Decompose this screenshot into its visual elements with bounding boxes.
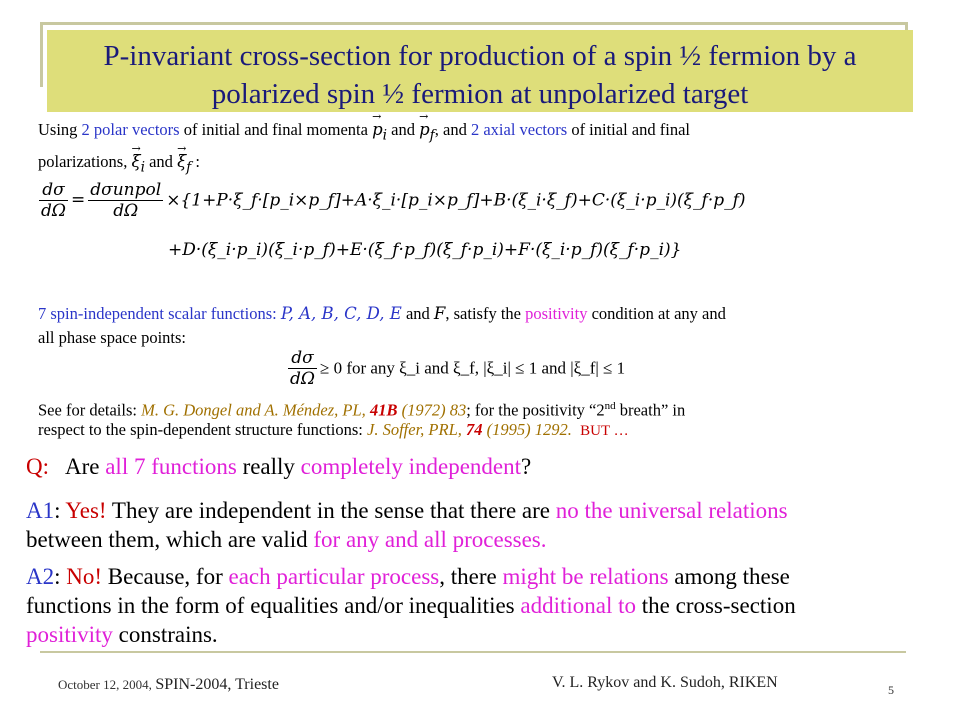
positivity-text: ≥ 0 for any ξ_i and ξ_f, |ξ_i| ≤ 1 and |ξ_f| ≤ 1 xyxy=(319,358,626,378)
frame-line-bottom xyxy=(40,651,906,653)
title-line-2: polarized spin ½ fermion at unpolarized target xyxy=(211,78,749,110)
scalar-functions-text: 7 spin-independent scalar functions: xyxy=(38,304,281,323)
question-line xyxy=(26,453,531,481)
references-text: breath” in xyxy=(615,400,686,420)
question-text: ? xyxy=(521,454,532,479)
answer-2-label: A2 xyxy=(26,564,55,589)
equals-sign: = xyxy=(70,190,86,210)
references-text: See for details: xyxy=(38,400,142,420)
answer-highlight: for any and all processes. xyxy=(313,527,547,552)
subscript: i xyxy=(382,127,388,144)
xi-symbol: ξ xyxy=(131,152,141,171)
xi-initial-symbol xyxy=(131,150,145,179)
fraction-denominator: dΩ xyxy=(290,369,315,389)
references-line-2 xyxy=(38,418,629,443)
function-F: F xyxy=(433,304,446,323)
fraction-numerator: dσ xyxy=(39,180,68,201)
question-highlight: completely independent xyxy=(300,454,522,479)
positivity-condition xyxy=(285,348,625,389)
cross-section-formula-line-1 xyxy=(36,180,746,221)
subscript: f xyxy=(186,159,192,176)
answer-text: : xyxy=(54,498,66,523)
answer-text: constrains. xyxy=(112,622,218,647)
intro-text: Using xyxy=(38,120,82,139)
intro-text: and xyxy=(387,120,420,139)
question-text: really xyxy=(236,454,301,479)
but-text: BUT … xyxy=(580,423,629,439)
footer-conference: SPIN-2004, Trieste xyxy=(155,676,279,693)
scalar-text: and xyxy=(401,304,434,323)
fraction-denominator: dΩ xyxy=(113,201,139,221)
answer-text: , there xyxy=(439,564,503,589)
p-initial-symbol xyxy=(372,118,387,147)
answer-highlight: might be relations xyxy=(502,564,669,589)
intro-text: of initial and final xyxy=(567,120,690,139)
answer-text: the cross-section xyxy=(636,593,796,618)
reference-dongel: M. G. Dongel and A. Méndez, PL, xyxy=(141,400,370,420)
answer-2-line-1 xyxy=(26,563,790,591)
answer-2-line-2 xyxy=(26,592,796,620)
answer-text: They are independent in the sense that there are xyxy=(106,498,556,523)
fraction-numerator: dσunpol xyxy=(90,180,162,200)
reference-year: (1995) 1292. xyxy=(482,420,572,439)
positivity-fraction xyxy=(288,348,317,389)
answer-1-label: A1 xyxy=(26,498,55,523)
scalar-text: condition at any and xyxy=(587,304,726,323)
scalar-functions-line-2 xyxy=(38,326,186,350)
answer-1-line-2 xyxy=(26,526,547,554)
subscript: f xyxy=(429,127,435,144)
question-label: Q: xyxy=(26,454,49,479)
subscript: i xyxy=(140,159,145,176)
reference-soffer: J. Soffer, PRL, xyxy=(367,420,466,439)
function-names: P, A, B, C, D, E xyxy=(280,304,402,323)
footer-date-conference xyxy=(58,676,279,694)
p-symbol: p xyxy=(419,120,430,139)
slide-title xyxy=(47,37,913,113)
question-text: Are xyxy=(49,454,106,479)
superscript: nd xyxy=(604,400,616,412)
intro-text: , and xyxy=(434,120,471,139)
scalar-text: , satisfy the xyxy=(445,304,526,323)
polar-vectors-text: 2 polar vectors xyxy=(81,120,180,139)
fraction-denominator: dΩ xyxy=(41,201,66,221)
xi-final-symbol xyxy=(177,150,191,179)
formula-terms-1: ×{1+P·ξ_f·[p_i×p_f]+A·ξ_i·[p_i×p_f]+B·(ξ_i·ξ_f)+C·(ξ_i·p_i)(ξ_f·p_f) xyxy=(166,190,746,211)
axial-vectors-text: 2 axial vectors xyxy=(470,120,568,139)
footer-authors: V. L. Rykov and K. Sudoh, RIKEN xyxy=(552,674,778,691)
xi-symbol: ξ xyxy=(177,152,187,171)
intro-text: : xyxy=(191,152,200,171)
formula-terms-2: +D·(ξ_i·p_i)(ξ_i·p_f)+E·(ξ_f·p_f)(ξ_f·p_i)+F·(ξ_i·p_f)(ξ_f·p_i)} xyxy=(168,240,682,260)
frame-line-left xyxy=(40,22,43,87)
question-highlight: all 7 functions xyxy=(105,454,237,479)
unpolarized-fraction xyxy=(88,180,163,221)
intro-line-2 xyxy=(38,150,200,179)
answer-2-line-3 xyxy=(26,621,218,649)
references-text: respect to the spin-dependent structure functions: xyxy=(38,420,367,439)
page-number: 5 xyxy=(888,683,894,697)
references-text: ; for the positivity “2 xyxy=(466,400,605,420)
reference-volume: 41B xyxy=(369,400,398,420)
p-symbol: p xyxy=(372,120,383,139)
lhs-fraction xyxy=(39,180,68,221)
answer-text: among these xyxy=(668,564,790,589)
reference-year: (1972) 83 xyxy=(397,400,467,420)
frame-line-top xyxy=(40,22,906,25)
answer-highlight: additional to xyxy=(520,593,637,618)
reference-volume: 74 xyxy=(466,420,483,439)
scalar-functions-line-1 xyxy=(38,302,726,326)
title-line-1: P-invariant cross-section for production of a spin ½ fermion by a xyxy=(103,40,857,72)
answer-1-line-1 xyxy=(26,497,788,525)
fraction-numerator: dσ xyxy=(288,348,317,369)
answer-highlight: positivity xyxy=(26,622,113,647)
intro-text: and xyxy=(144,152,178,171)
answer-text: between them, which are valid xyxy=(26,527,314,552)
intro-text: of initial and final momenta xyxy=(179,120,373,139)
answer-text: functions in the form of equalities and/or inequalities xyxy=(26,593,521,618)
answer-text: : xyxy=(54,564,67,589)
scalar-text: all phase space points: xyxy=(38,328,187,347)
cross-section-formula-line-2 xyxy=(168,240,681,260)
answer-highlight: each particular process xyxy=(228,564,440,589)
answer-text: Because, for xyxy=(102,564,229,589)
answer-no: No! xyxy=(66,564,103,589)
p-final-symbol xyxy=(419,118,435,147)
answer-yes: Yes! xyxy=(65,498,107,523)
answer-highlight: no the universal relations xyxy=(555,498,788,523)
intro-text: polarizations, xyxy=(38,152,132,171)
positivity-text: positivity xyxy=(525,304,588,323)
footer-date: October 12, 2004, xyxy=(58,677,152,692)
